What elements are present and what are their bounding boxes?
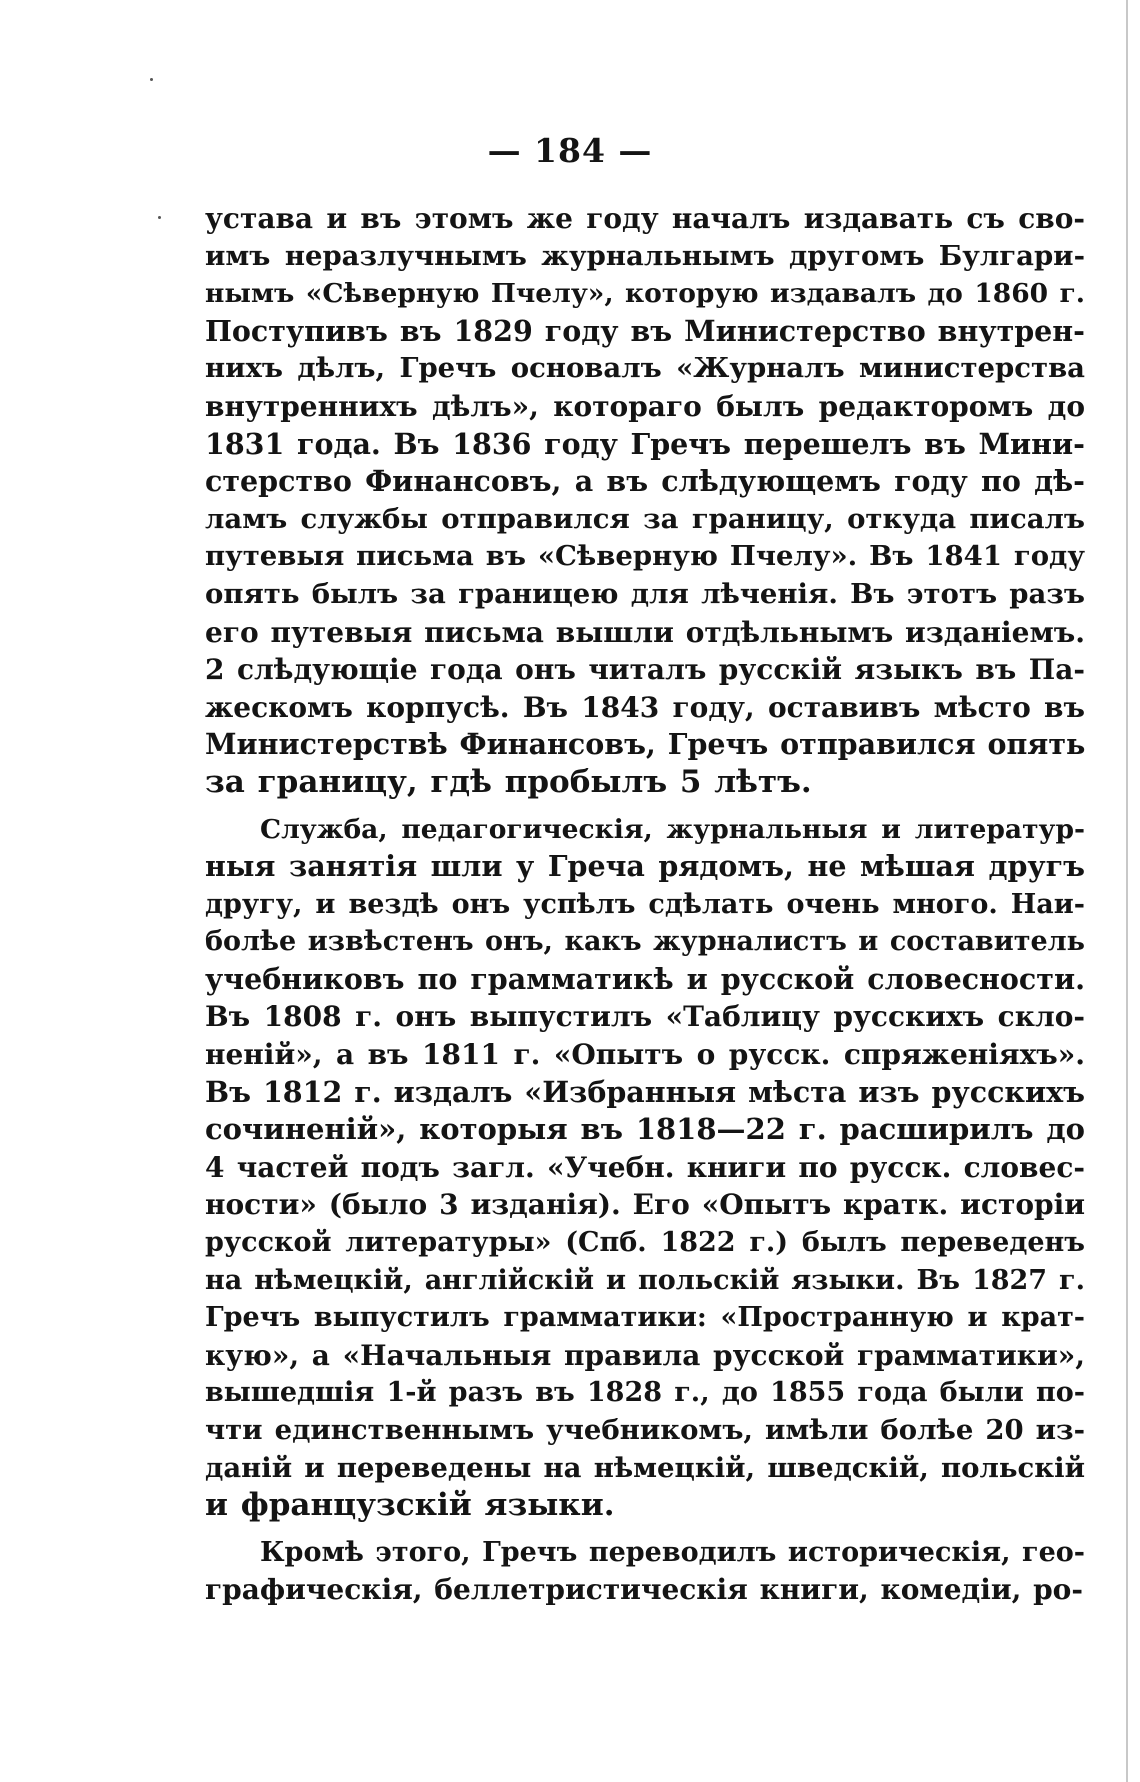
text-line: внутреннихъ дѣлъ», котораго былъ редакторомъ до xyxy=(205,389,1085,423)
text-line: болѣе извѣстенъ онъ, какъ журналистъ и составитель xyxy=(205,926,1085,958)
text-line: графическія, беллетристическія книги, комедіи, ро- xyxy=(205,1573,1083,1607)
text-line: за границу, гдѣ пробылъ 5 лѣтъ. xyxy=(205,763,812,800)
text-line: стерство Финансовъ, а въ слѣдующемъ году по дѣ- xyxy=(205,464,1085,499)
text-line: русской литературы» (Спб. 1822 г.) былъ переведенъ xyxy=(205,1227,1085,1259)
text-line: нымъ «Сѣверную Пчелу», которую издавалъ до 1860 г. xyxy=(205,278,1085,310)
text-line: Въ 1812 г. издалъ «Избранныя мѣста изъ русскихъ xyxy=(205,1074,1085,1109)
text-line: на нѣмецкій, англійскій и польскій языки. Въ 1827 г. xyxy=(205,1264,1085,1296)
text-line: путевыя письма въ «Сѣверную Пчелу». Въ 1841 году xyxy=(205,540,1085,573)
page-number: — 184 — xyxy=(487,131,653,170)
scan-speck xyxy=(158,216,161,219)
text-line: Поступивъ въ 1829 году въ Министерство внутрен- xyxy=(205,313,1085,348)
text-line: Гречъ выпустилъ грамматики: «Пространную и крат- xyxy=(205,1302,1085,1334)
text-line: Въ 1808 г. онъ выпустилъ «Таблицу русскихъ скло- xyxy=(205,1000,1085,1034)
text-line: ности» (было 3 изданія). Его «Опытъ кратк. исторіи xyxy=(205,1188,1085,1222)
paragraph xyxy=(205,200,1085,802)
text-line: ныя занятія шли у Греча рядомъ, не мѣшая другъ xyxy=(205,849,1085,884)
text-line: кую», а «Начальныя правила русской грамматики», xyxy=(205,1338,1085,1372)
text-line: устава и въ этомъ же году началъ издавать съ сво- xyxy=(205,202,1085,235)
text-line: Служба, педагогическія, журнальныя и литератур- xyxy=(260,813,1085,845)
text-line: 4 частей подъ загл. «Учебн. книги по русск. словес- xyxy=(205,1150,1085,1184)
text-line: неній», а въ 1811 г. «Опытъ о русск. спряженіяхъ». xyxy=(205,1038,1085,1072)
text-line: другу, и вездѣ онъ успѣлъ сдѣлать очень много. Наи- xyxy=(205,888,1085,920)
text-line: даній и переведены на нѣмецкій, шведскій, польскій xyxy=(205,1451,1085,1484)
scan-speck xyxy=(150,78,153,81)
text-line: 1831 года. Въ 1836 году Гречъ перешелъ въ Мини- xyxy=(205,426,1085,461)
scan-edge-line xyxy=(1126,0,1128,1782)
text-line: опять былъ за границею для лѣченія. Въ этотъ разъ xyxy=(205,577,1085,610)
text-line: ламъ службы отправился за границу, откуда писалъ xyxy=(205,502,1085,535)
text-line: 2 слѣдующіе года онъ читалъ русскій языкъ въ Па- xyxy=(205,653,1085,687)
text-line: его путевыя письма вышли отдѣльнымъ изданіемъ. xyxy=(205,615,1085,649)
body-text xyxy=(205,200,1085,1618)
text-line: нихъ дѣлъ, Гречъ основалъ «Журналъ министерства xyxy=(205,352,1085,385)
text-line: Кромѣ этого, Гречъ переводилъ историческія, гео- xyxy=(260,1536,1085,1568)
text-line: вышедшія 1-й разъ въ 1828 г., до 1855 года были по- xyxy=(205,1377,1085,1409)
text-line: имъ неразлучнымъ журнальнымъ другомъ Булгари- xyxy=(205,239,1085,272)
text-line: учебниковъ по грамматикѣ и русской словесности. xyxy=(205,961,1085,996)
text-line: чти единственнымъ учебникомъ, имѣли болѣе 20 из- xyxy=(205,1414,1085,1446)
text-line: и французскій языки. xyxy=(205,1487,615,1524)
paragraph xyxy=(205,1534,1085,1609)
text-line: Министерствѣ Финансовъ, Гречъ отправился опять xyxy=(205,727,1086,762)
paragraph xyxy=(205,811,1085,1525)
text-line: жескомъ корпусѣ. Въ 1843 году, оставивъ мѣсто въ xyxy=(205,690,1085,724)
text-line: сочиненій», которыя въ 1818—22 г. расширилъ до xyxy=(205,1112,1085,1147)
